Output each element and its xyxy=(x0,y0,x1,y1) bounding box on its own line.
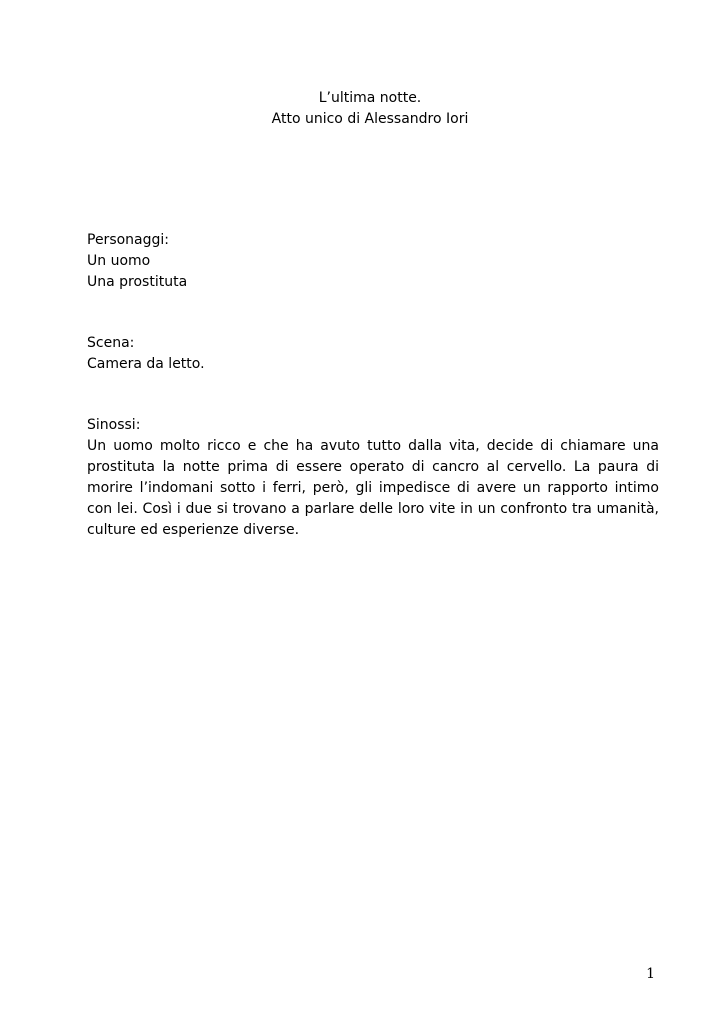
characters-heading: Personaggi: xyxy=(87,232,170,248)
title-block xyxy=(0,88,724,130)
document-subtitle: Atto unico di Alessandro Iori xyxy=(271,111,469,127)
synopsis-heading: Sinossi: xyxy=(87,417,141,433)
scene-text: Camera da letto. xyxy=(87,356,205,372)
character-item: Una prostituta xyxy=(87,274,188,290)
synopsis-text: Un uomo molto ricco e che ha avuto tutto dalla vita, decide di chiamare una prostituta la notte prima di essere operato di cancro al cervello. La paura di morire l’indomani sotto i ferri, però, gli impedisce di avere un rapporto intimo con lei. Così i due si trovano a parlare delle loro vite in un confronto tra umanità, culture ed esperienze diverse. xyxy=(87,438,659,538)
scene-section xyxy=(87,333,667,375)
document-title: L’ultima notte. xyxy=(318,90,422,106)
characters-section xyxy=(87,230,667,293)
character-item: Un uomo xyxy=(87,253,151,269)
scene-heading: Scena: xyxy=(87,335,135,351)
page-number: 1 xyxy=(646,966,655,982)
synopsis-section xyxy=(87,415,667,541)
